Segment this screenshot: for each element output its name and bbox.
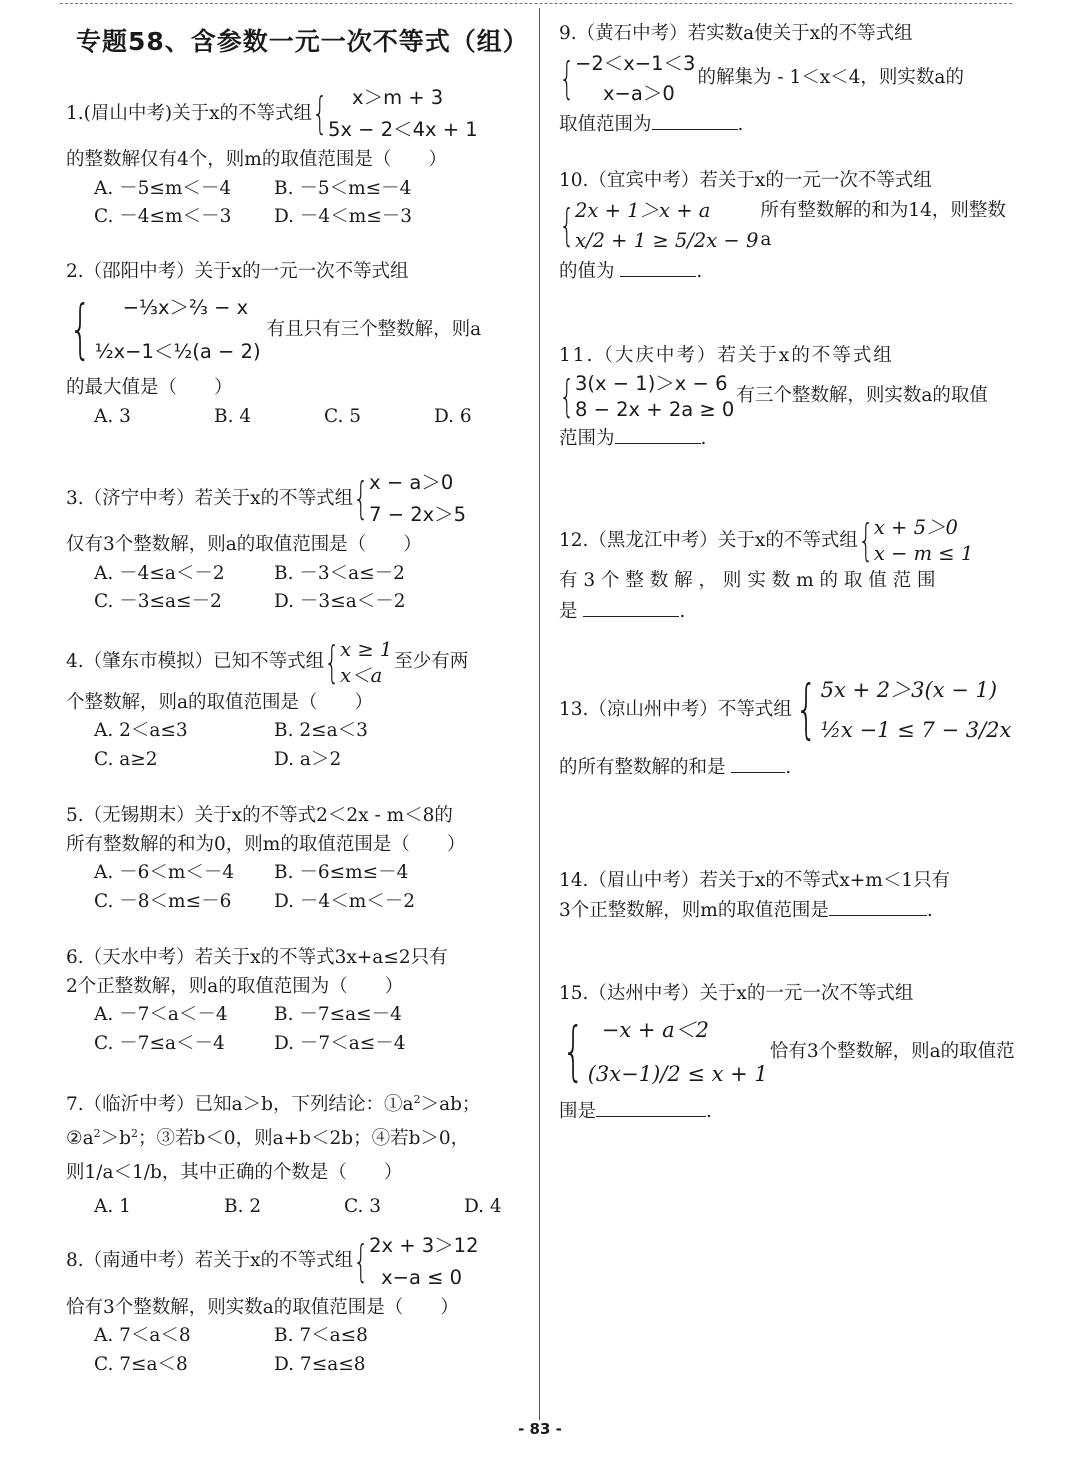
q12-prefix: 12.（黑龙江中考）关于x的不等式组 — [559, 529, 858, 551]
q1-prefix: 1.(眉山中考)关于x的不等式组 — [66, 102, 313, 124]
q7-line2-a: ②a — [66, 1127, 94, 1149]
answer-blank[interactable] — [829, 895, 927, 916]
q8-eq2: x−a ≤ 0 — [381, 1265, 463, 1289]
right-column — [559, 14, 1015, 1127]
q7-option-c: C. 3 — [344, 1196, 382, 1217]
q7-line1 — [66, 1086, 526, 1120]
q9-eq1: −2＜x−1＜3 — [575, 51, 696, 75]
q1-eq1: x＞m + 3 — [352, 86, 444, 109]
question-1 — [66, 82, 526, 232]
q8-eq1: 2x + 3＞12 — [369, 1233, 479, 1257]
q6-option-d: D. －7＜a≤－4 — [274, 1032, 406, 1054]
q6-line2: 2个正整数解，则a的取值范围为（ ） — [66, 975, 404, 997]
q11-system — [561, 371, 734, 423]
q4-option-b: B. 2≤a＜3 — [274, 720, 368, 741]
q3-eq1: x − a＞0 — [369, 471, 454, 494]
question-14 — [559, 867, 1015, 926]
q2-option-c: C. 5 — [324, 405, 362, 427]
q11-tail-line: 范围为 . — [559, 423, 1015, 454]
brace-icon: { — [353, 473, 369, 524]
q3-system — [355, 467, 466, 531]
q5-option-c: C. －8＜m≤－6 — [94, 890, 232, 912]
question-10 — [559, 167, 1015, 286]
answer-blank[interactable] — [620, 256, 696, 277]
q3-prefix: 3.（济宁中考）若关于x的不等式组 — [66, 487, 354, 509]
q4-option-a: A. 2＜a≤3 — [94, 720, 188, 741]
brace-icon: { — [312, 88, 328, 139]
q5-option-b: B. －6≤m≤－4 — [274, 862, 409, 883]
q1-option-b: B. －5＜m≤－4 — [274, 177, 412, 199]
q15-eq2: (3x−1)/2 ≤ x + 1 — [587, 1062, 768, 1086]
q15-tail: 围是 — [559, 1101, 597, 1122]
q2-option-d: D. 6 — [434, 405, 472, 427]
q3-option-c: C. －3≤a≤－2 — [94, 591, 222, 612]
brace-icon: { — [324, 636, 340, 688]
q12-eq1: x + 5＞0 — [873, 516, 958, 539]
q6-option-a: A. －7＜a＜－4 — [94, 1004, 228, 1025]
q6-option-c: C. －7≤a＜－4 — [94, 1032, 225, 1054]
superscript-2: 2 — [413, 1093, 421, 1106]
q15-prefix: 15.（达州中考）关于x的一元一次不等式组 — [559, 982, 914, 1004]
q12-eq2: x − m ≤ 1 — [873, 542, 974, 565]
brace-icon: { — [858, 515, 874, 566]
q13-tail: 的所有整数解的和是 — [559, 757, 726, 778]
q7-line3: 则1/a＜1/b，其中正确的个数是（ ） — [66, 1162, 403, 1183]
question-7 — [66, 1086, 526, 1222]
q13-tail-line: 的所有整数解的和是 . — [559, 752, 1015, 783]
q6-line1: 6.（天水中考）若关于x的不等式3x+a≤2只有 — [66, 947, 448, 968]
question-9 — [559, 20, 1015, 139]
q4-tail: 个整数解，则a的取值范围是（ ） — [66, 691, 374, 713]
q15-eq1: −x + a＜2 — [601, 1018, 709, 1042]
page-number: - 83 - — [518, 1420, 562, 1438]
q15-system — [561, 1008, 768, 1096]
q8-prefix: 8.（南通中考）若关于x的不等式组 — [66, 1250, 354, 1272]
answer-blank[interactable] — [583, 596, 679, 617]
q12-tail-line: 是 . — [559, 596, 1015, 627]
superscript-2: 2 — [130, 1126, 138, 1140]
q11-tail: 范围为 — [559, 427, 615, 449]
q1-tail: 的整数解仅有4个，则m的取值范围是（ ） — [66, 149, 447, 170]
answer-blank[interactable] — [615, 423, 701, 444]
q7-line2-c: ；③若b＜0，则a+b＜2b；④若b＞0， — [137, 1127, 470, 1149]
q15-tail-line: 围是 . — [559, 1096, 1015, 1127]
q1-option-c: C. －4≤m＜－3 — [94, 206, 232, 227]
q10-eq1: 2x + 1＞x + a — [575, 198, 711, 222]
brace-icon: { — [353, 1235, 369, 1287]
q4-option-d: D. a＞2 — [274, 748, 342, 770]
q2-tail: 的最大值是（ ） — [66, 377, 233, 398]
left-column — [66, 14, 529, 1379]
q10-system — [561, 196, 758, 256]
q14-line1: 14.（眉山中考）若关于x的不等式x+m＜1只有 — [559, 869, 951, 891]
q13-eq1: 5x + 2＞3(x − 1) — [820, 678, 998, 702]
q7-option-d: D. 4 — [464, 1196, 502, 1217]
q2-option-a: A. 3 — [94, 405, 131, 427]
q5-option-d: D. －4＜m＜－2 — [274, 890, 416, 912]
q8-option-a: A. 7＜a＜8 — [94, 1325, 191, 1346]
q10-tail-line: 的值为 . — [559, 256, 1015, 287]
top-dashed-rule — [60, 3, 1012, 4]
q4-eq1: x ≥ 1 — [340, 637, 393, 661]
q1-option-a: A. －5≤m＜－4 — [94, 177, 232, 199]
question-4 — [66, 637, 526, 775]
q3-option-b: B. －3＜a≤－2 — [274, 562, 405, 584]
q7-option-a: A. 1 — [94, 1196, 131, 1217]
q8-option-b: B. 7＜a≤8 — [274, 1325, 368, 1346]
question-12 — [559, 515, 1015, 626]
q7-option-b: B. 2 — [224, 1196, 262, 1217]
q9-eq2: x−a＞0 — [603, 81, 675, 105]
q8-tail: 恰有3个整数解，则实数a的取值范围是（ ） — [66, 1296, 459, 1318]
q13-system — [794, 670, 1011, 750]
q2-option-b: B. 4 — [214, 405, 252, 427]
page-title: 专题58、含参数一元一次不等式（组） — [76, 27, 529, 56]
q3-eq2: 7 − 2x＞5 — [369, 503, 467, 526]
q12-system — [860, 515, 973, 567]
q10-eq2: x/2 + 1 ≥ 5/2x − 9 — [575, 228, 759, 252]
q3-option-d: D. －3≤a＜－2 — [274, 591, 406, 612]
q2-mid: 有且只有三个整数解，则a — [266, 318, 482, 340]
question-15 — [559, 980, 1015, 1127]
brace-icon: { — [795, 673, 818, 747]
q4-eq2: x＜a — [340, 663, 383, 687]
q2-eq2: ½x−1＜½(a − 2) — [94, 340, 261, 363]
question-3 — [66, 467, 526, 617]
q12-line2: 有 3 个 整 数 解 ， 则 实 数 m 的 取 值 范 围 — [559, 570, 936, 591]
q11-mid: 有三个整数解，则实数a的取值 — [736, 385, 988, 407]
q9-tail: 取值范围为 — [559, 113, 652, 135]
q5-line2: 所有整数解的和为0，则m的取值范围是（ ） — [66, 833, 466, 855]
q6-option-b: B. －7≤a≤－4 — [274, 1004, 402, 1025]
q9-prefix: 9.（黄石中考）若实数a使关于x的不等式组 — [559, 23, 913, 44]
answer-blank[interactable] — [596, 1096, 706, 1117]
q5-line1: 5.（无锡期末）关于x的不等式2＜2x - m＜8的 — [66, 805, 453, 826]
q10-prefix: 10.（宜宾中考）若关于x的一元一次不等式组 — [559, 170, 932, 191]
q10-tail: 的值为 — [559, 260, 615, 282]
q11-eq2: 8 − 2x + 2a ≥ 0 — [575, 397, 735, 421]
question-2 — [66, 258, 526, 432]
question-11 — [559, 342, 1015, 453]
q1-system — [314, 82, 478, 146]
brace-icon: { — [69, 293, 92, 367]
q14-line2: 3个正整数解，则m的取值范围是 . — [559, 895, 1015, 926]
q11-eq1: 3(x − 1)＞x − 6 — [575, 371, 728, 395]
q4-system — [326, 637, 392, 689]
q9-system — [561, 49, 695, 109]
answer-blank[interactable] — [652, 109, 738, 130]
q2-eq1: −⅓x＞⅔ − x — [122, 296, 249, 319]
q9-mid: 的解集为 - 1＜x＜4，则实数a的 — [697, 67, 964, 89]
q1-option-d: D. －4＜m≤－3 — [274, 206, 413, 227]
q13-prefix: 13.（凉山州中考）不等式组 — [559, 698, 792, 720]
brace-icon: { — [559, 52, 575, 104]
q2-prefix: 2.（邵阳中考）关于x的一元一次不等式组 — [66, 260, 409, 282]
q3-tail: 仅有3个整数解，则a的取值范围是（ ） — [66, 534, 422, 555]
q12-tail: 是 — [559, 600, 578, 622]
superscript-2: 2 — [93, 1126, 101, 1140]
q4-mid: 至少有两 — [394, 651, 469, 673]
q2-system — [68, 286, 261, 374]
q1-eq2: 5x − 2＜4x + 1 — [328, 118, 478, 141]
q9-tail-line: 取值范围为 . — [559, 109, 1015, 140]
q4-option-c: C. a≥2 — [94, 748, 158, 770]
brace-icon: { — [559, 370, 575, 422]
q8-option-d: D. 7≤a≤8 — [274, 1353, 366, 1375]
q7-line2 — [66, 1120, 526, 1154]
q7-line2-b: ＞b — [100, 1127, 131, 1149]
brace-icon: { — [559, 199, 575, 251]
q13-eq2: ½x −1 ≤ 7 − 3/2x — [820, 718, 1012, 742]
question-13 — [559, 670, 1015, 783]
question-5 — [66, 802, 526, 916]
q11-prefix: 11.（大庆中考）若关于x的不等式组 — [559, 345, 894, 366]
q4-prefix: 4.（肇东市模拟）已知不等式组 — [66, 651, 325, 673]
q15-mid: 恰有3个整数解，则a的取值范 — [769, 1040, 1015, 1062]
q8-option-c: C. 7≤a＜8 — [94, 1353, 188, 1375]
q7-line1-b: ＞ab； — [420, 1094, 481, 1115]
question-6 — [66, 944, 526, 1058]
q10-mid: 所有整数解的和为14，则整数a — [760, 200, 1006, 250]
q14-text2: 3个正整数解，则m的取值范围是 — [559, 900, 829, 921]
brace-icon: { — [562, 1015, 585, 1089]
q5-option-a: A. －6＜m＜－4 — [94, 862, 235, 883]
question-8 — [66, 1230, 526, 1380]
answer-blank[interactable] — [731, 752, 785, 773]
q3-option-a: A. －4≤a＜－2 — [94, 562, 225, 584]
q8-system — [355, 1230, 478, 1294]
q7-line1-a: 7.（临沂中考）已知a＞b，下列结论：①a — [66, 1094, 414, 1115]
